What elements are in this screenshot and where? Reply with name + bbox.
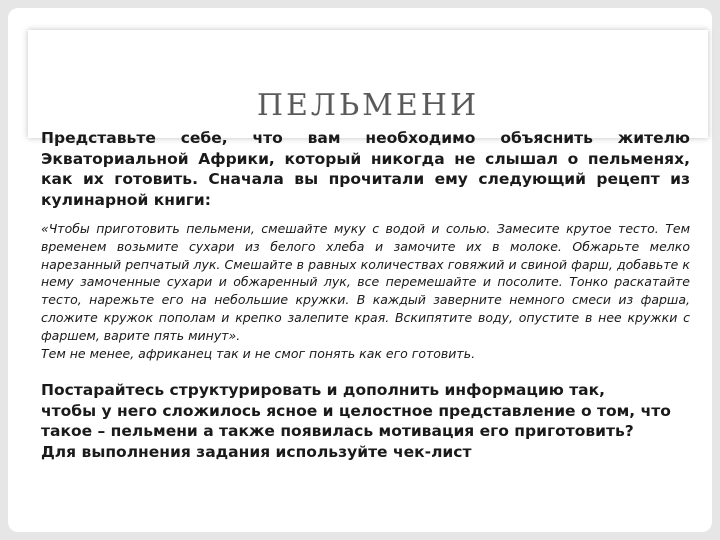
slide-card [8, 8, 712, 532]
task-line: такое – пельмени а также появилась мотивация его приготовить? [41, 422, 634, 441]
task-line: Постарайтесь структурировать и дополнить информацию так, [41, 381, 606, 400]
intro-paragraph: Представьте себе, что вам необходимо объяснить жителю Экваториальной Африки, который никогда не слышал о пельменях, как их готовить. Сначала вы прочитали ему следующий рецепт из кулинарной книги: [41, 129, 690, 209]
task-line: чтобы у него сложилось ясное и целостное представление о том, что [41, 401, 671, 420]
slide-content [41, 128, 690, 462]
recipe-paragraph: «Чтобы приготовить пельмени, смешайте муку с водой и солью. Замесите крутое тесто. Тем временем возьмите сухари из белого хлеба и замочите их в молоке. Обжарьте мелко нарезанный репчатый лук. Смешайте в равных количествах говяжий и свиной фарш, добавьте к нему замоченные сухари и обжаренный лук, все перемешайте и посолите. Тонко раскатайте тесто, нарежьте его на небольшие кружки. В каждый заверните немного смеси из фарша, сложите кружок пополам и крепко залепите края. Вскипятите воду, опустите в нее кружки с фаршем, варите пять минут». [41, 221, 690, 343]
task-line: Для выполнения задания используйте чек-лист [41, 442, 472, 461]
title-box [28, 30, 708, 138]
task-paragraph [41, 380, 690, 462]
recipe-note: Тем не менее, африканец так и не смог понять как его готовить. [41, 345, 476, 361]
slide-title: ПЕЛЬМЕНИ [256, 88, 480, 123]
